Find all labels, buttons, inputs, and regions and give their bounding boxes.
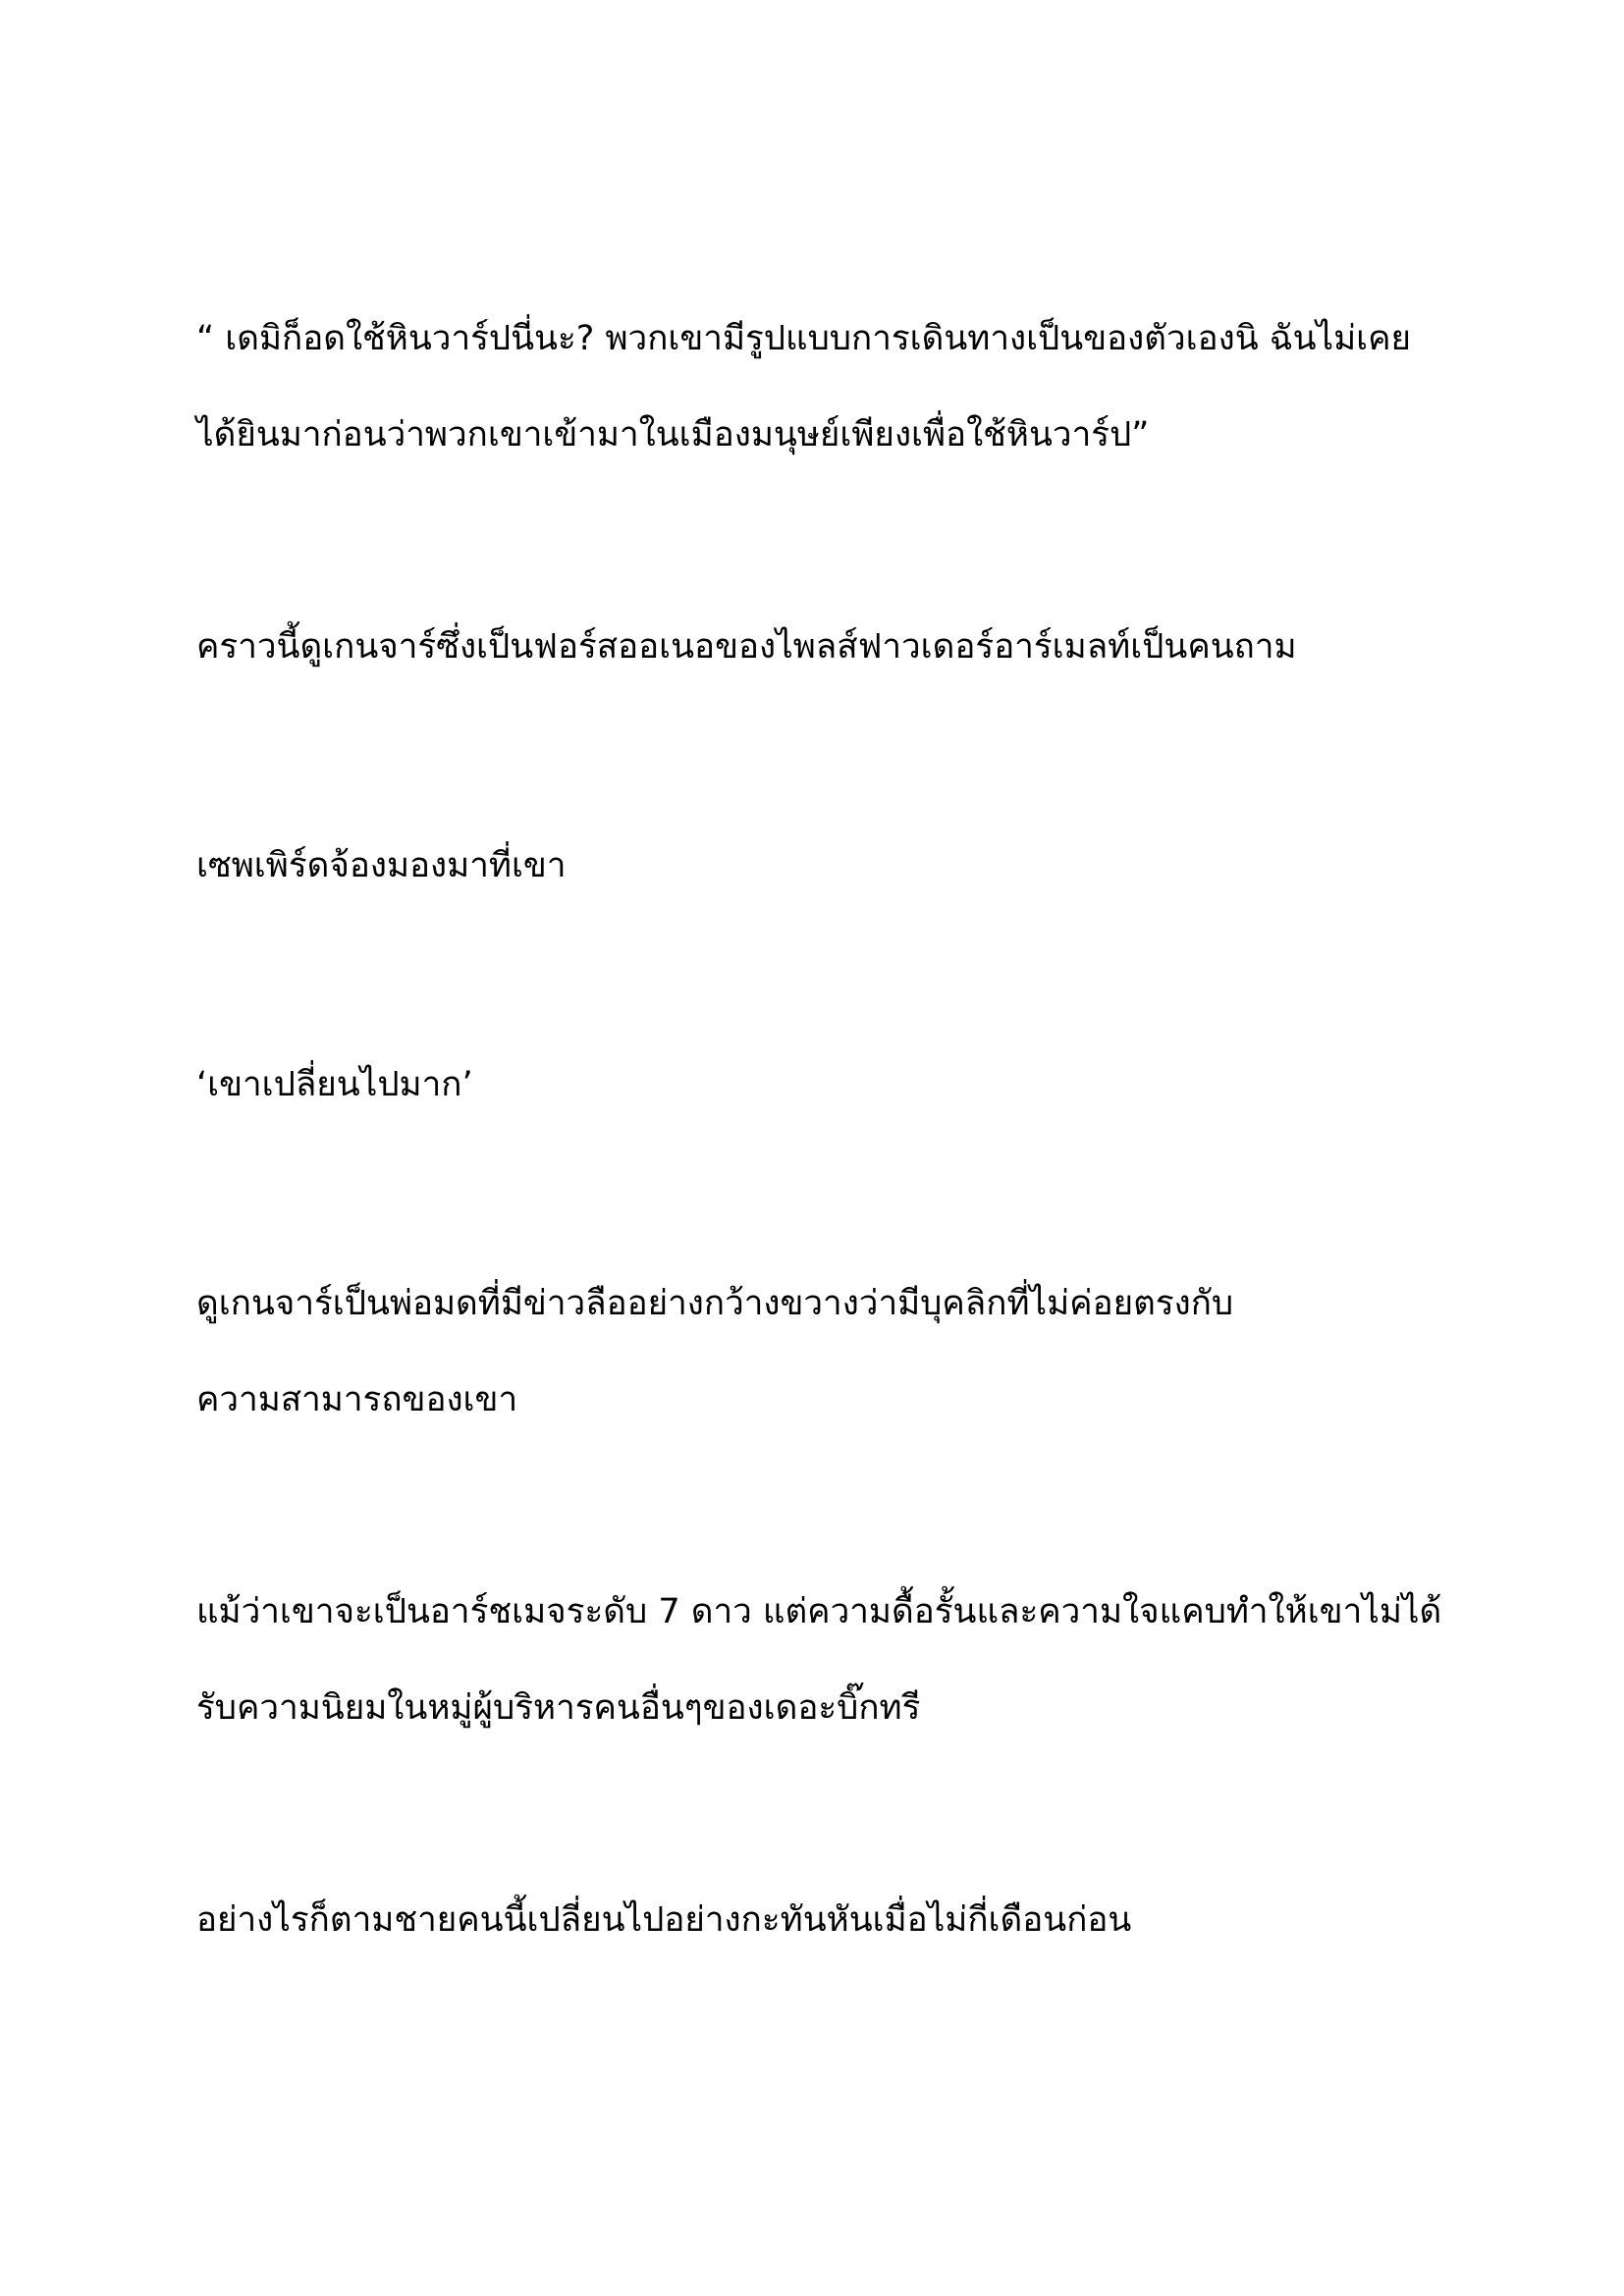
text-line: ดูเกนจาร์เป็นพ่อมดที่มีข่าวลืออย่างกว้างขวางว่ามีบุคลิกที่ไม่ค่อยตรงกับ xyxy=(196,1284,1234,1323)
paragraph-5 xyxy=(196,1284,1463,1479)
text-line: อย่างไรก็ตามชายคนนี้เปลี่ยนไปอย่างกะทันหันเมื่อไม่กี่เดือนก่อน xyxy=(196,1900,1132,1940)
text-line: ความสามารถของเขา xyxy=(196,1380,518,1419)
text-line: ‘เขาเปลี่ยนไปมาก’ xyxy=(196,1065,473,1104)
text-line: แม้ว่าเขาจะเป็นอาร์ชเมจระดับ 7 ดาว แต่ความดื้อรั้นและความใจแคบทำให้เขาไม่ได้ xyxy=(196,1592,1442,1631)
paragraph-3 xyxy=(196,846,1463,945)
text-line: คราวนี้ดูเกนจาร์ซึ่งเป็นฟอร์สออเนอของไพลส์ฟาวเดอร์อาร์เมลท์เป็นคนถาม xyxy=(196,627,1297,667)
paragraph-2 xyxy=(196,627,1463,726)
text-line: “ เดมิก็อดใช้หินวาร์ปนี่นะ? พวกเขามีรูปแบบการเดินทางเป็นของตัวเองนิ ฉันไม่เคย xyxy=(196,319,1412,358)
text-line: เซพเพิร์ดจ้องมองมาที่เขา xyxy=(196,846,567,885)
text-line: รับความนิยมในหมู่ผู้บริหารคนอื่นๆของเดอะบิ๊กทรี xyxy=(196,1688,921,1728)
paragraph-1 xyxy=(196,319,1463,514)
paragraph-6 xyxy=(196,1592,1463,1788)
text-line: ได้ยินมาก่อนว่าพวกเขาเข้ามาในเมืองมนุษย์เพียงเพื่อใช้หินวาร์ป” xyxy=(196,415,1150,454)
paragraph-4 xyxy=(196,1065,1463,1164)
paragraph-7 xyxy=(196,1900,1463,2000)
